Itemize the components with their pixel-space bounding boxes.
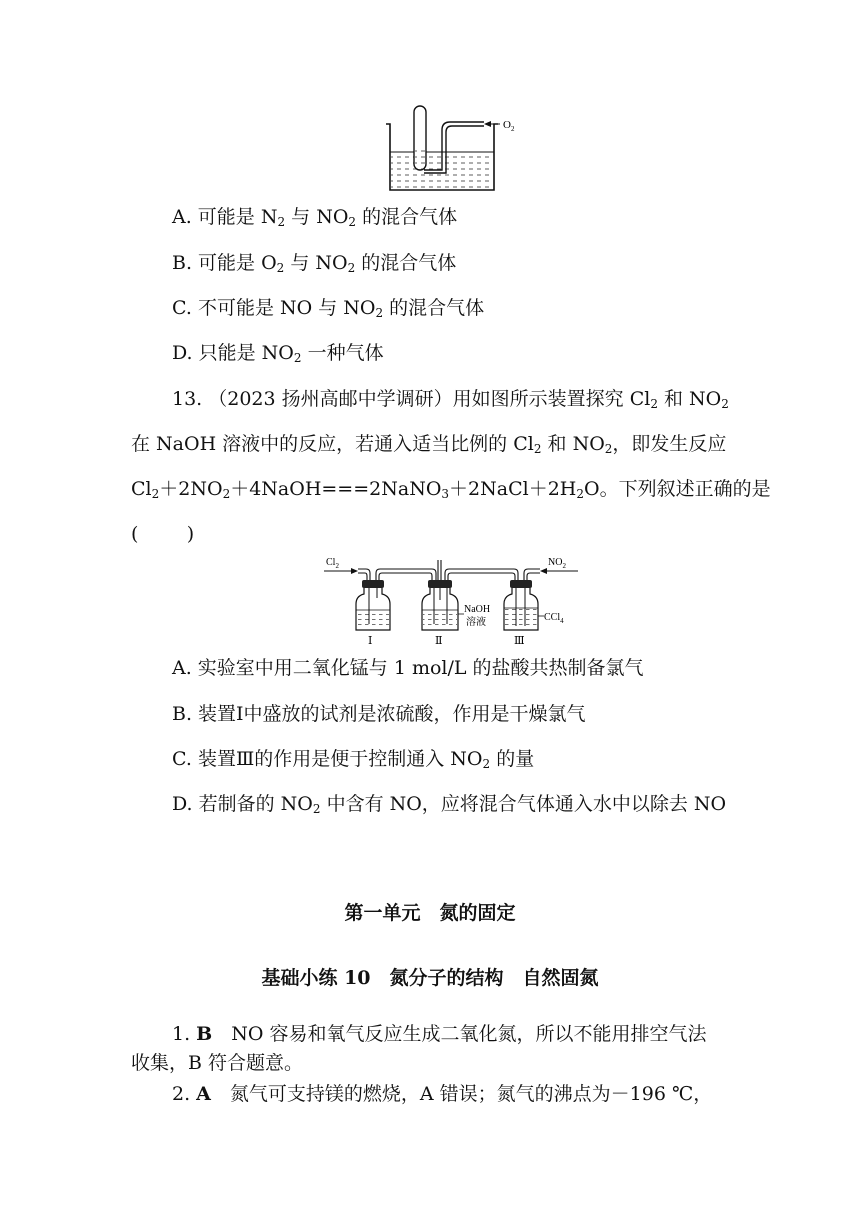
answer-2-line1: 2. A 氮气可支持镁的燃烧，A 错误；氮气的沸点为－196 ℃，: [172, 1083, 713, 1105]
solution-label: 溶液: [466, 617, 486, 628]
q12-option-b: B. 可能是 $O_2$ 与 $NO_2$ 的混合气体: [172, 252, 457, 275]
answer-1-line2: 收集，B 符合题意。: [131, 1052, 304, 1074]
svg-text:Ⅰ: Ⅰ: [368, 635, 373, 647]
svg-text:Ⅲ: Ⅲ: [514, 635, 525, 647]
q13-option-c: C. 装置Ⅲ的作用是便于控制通入 $NO_2$ 的量: [172, 748, 535, 771]
q13-equation: $Cl_2+2NO_2+4NaOH===2NaNO_3+2NaCl+2H_2O$。下列叙述正确的是: [131, 478, 771, 501]
unit-title: 第一单元 氮的固定: [344, 902, 516, 924]
q13-option-d: D. 若制备的 $NO_2$ 中含有 NO，应将混合气体通入水中以除去 NO: [172, 793, 727, 816]
svg-text:Ⅱ: Ⅱ: [435, 635, 443, 647]
figure-beaker-apparatus: [380, 100, 530, 196]
o2-label: $O_2$: [503, 119, 515, 133]
q12-option-a: A. 可能是 $N_2$ 与 $NO_2$ 的混合气体: [172, 206, 458, 229]
no2-label: $NO_2$: [548, 557, 566, 570]
answer-1-line1: 1. B NO 容易和氧气反应生成二氧化氮，所以不能用排空气法: [172, 1023, 707, 1045]
figure-three-bottle-apparatus: [322, 552, 584, 648]
section-title: 基础小练 10 氮分子的结构 自然固氮: [261, 967, 599, 989]
q12-option-c: C. 不可能是 NO 与 $NO_2$ 的混合气体: [172, 297, 485, 320]
cl2-label: $Cl_2$: [326, 557, 339, 570]
q13-stem-line2: 在 NaOH 溶液中的反应，若通入适当比例的 $Cl_2$ 和 $NO_2$，即发生反应: [131, 433, 727, 456]
naoh-label: NaOH: [464, 604, 491, 615]
q12-option-d: D. 只能是 $NO_2$ 一种气体: [172, 342, 384, 365]
q13-stem-line1: 13. （2023 扬州高邮中学调研）用如图所示装置探究 $Cl_2$ 和 $NO_2$: [172, 388, 729, 411]
q13-answer-bracket: ( ): [131, 523, 195, 545]
q13-option-a: A. 实验室中用二氧化锰与 1 mol/L 的盐酸共热制备氯气: [172, 657, 644, 679]
ccl4-label: CCl$_4$: [544, 612, 564, 625]
q13-option-b: B. 装置Ⅰ中盛放的试剂是浓硫酸，作用是干燥氯气: [172, 703, 586, 725]
